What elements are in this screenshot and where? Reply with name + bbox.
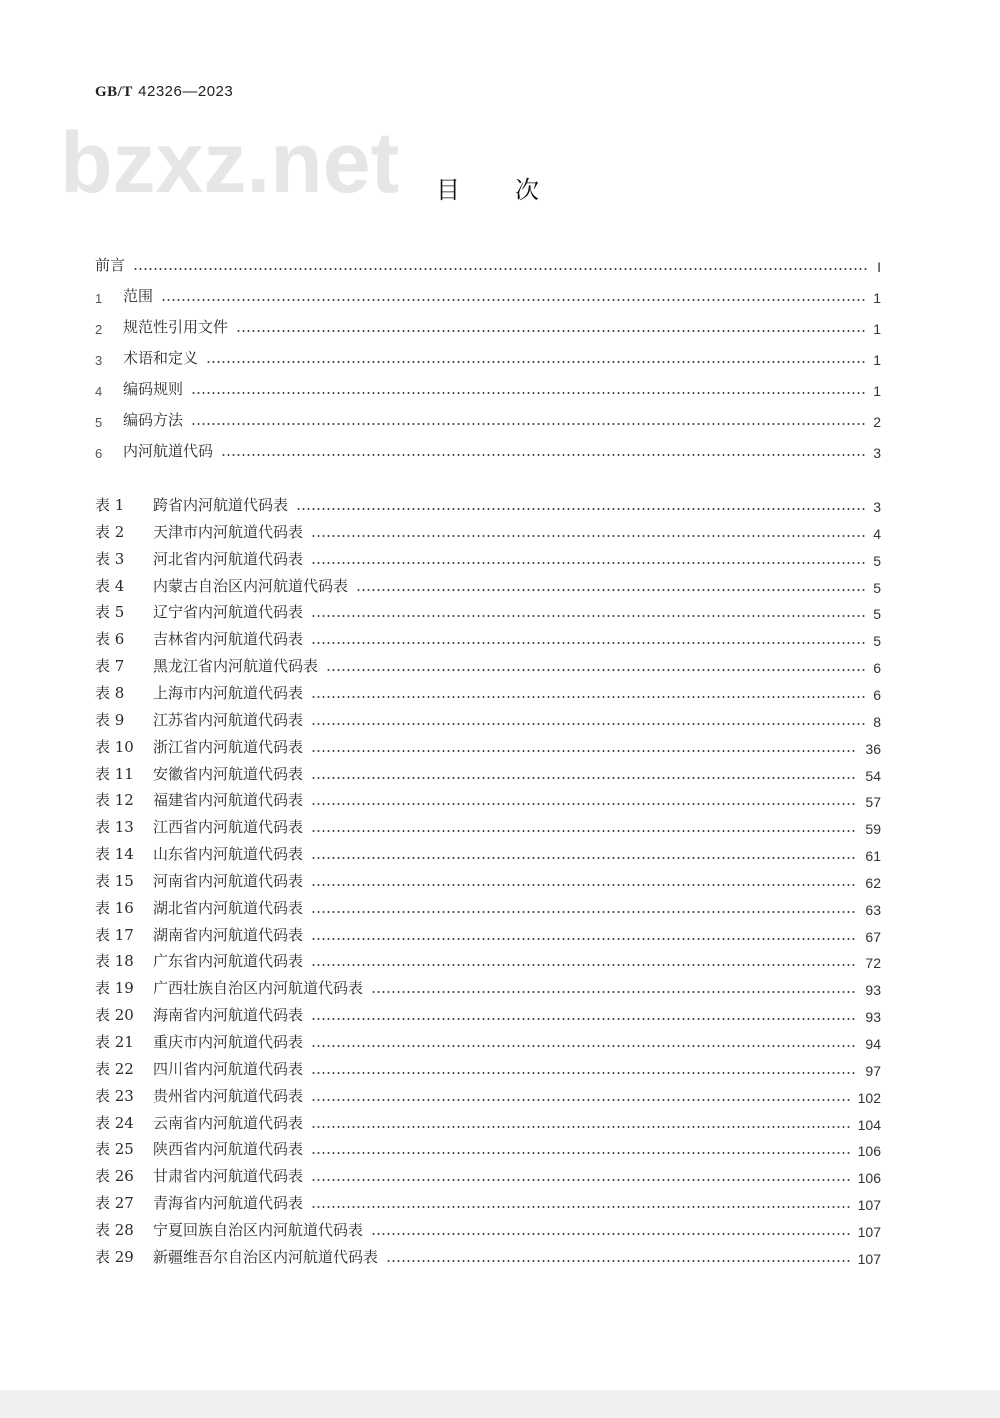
entry-page-number: 36: [865, 740, 881, 757]
page-title-char-2: 次: [515, 176, 539, 204]
entry-page-number: 8: [873, 713, 881, 730]
entry-number: 表 22: [95, 1059, 134, 1078]
dot-leader: [311, 1152, 850, 1154]
dot-leader: [371, 991, 857, 993]
dot-leader: [311, 938, 857, 940]
toc-section-entry[interactable]: [95, 441, 881, 461]
dot-leader: [311, 911, 857, 913]
entry-number: 表 26: [95, 1167, 134, 1186]
entry-page-number: 61: [865, 848, 881, 865]
entry-page-number: 1: [873, 290, 881, 306]
entry-page-number: 1: [873, 321, 881, 337]
entry-title: 江西省内河航道代码表: [153, 818, 304, 837]
dot-leader: [371, 1233, 850, 1235]
entry-page-number: 5: [873, 579, 881, 596]
page-title-char-1: 目: [436, 176, 460, 204]
entry-page-number: 62: [865, 874, 881, 891]
entry-title: 河南省内河航道代码表: [153, 871, 304, 890]
entry-number: 表 8: [95, 683, 125, 702]
entry-title: 天津市内河航道代码表: [153, 522, 304, 541]
standard-number-header: [95, 82, 233, 101]
entry-title: 安徽省内河航道代码表: [153, 764, 304, 783]
entry-page-number: 59: [865, 821, 881, 838]
entry-title: 黑龙江省内河航道代码表: [153, 657, 319, 676]
dot-leader: [311, 562, 865, 564]
entry-title: 湖北省内河航道代码表: [153, 898, 304, 917]
toc-table-entry[interactable]: [95, 495, 881, 515]
entry-title: 术语和定义: [123, 349, 199, 367]
dot-leader: [311, 1099, 850, 1101]
dot-leader: [311, 964, 857, 966]
entry-number: 表 11: [95, 764, 134, 783]
entry-number: 表 23: [95, 1086, 134, 1105]
toc-table-entry[interactable]: [95, 1059, 881, 1079]
entry-title: 贵州省内河航道代码表: [153, 1086, 304, 1105]
standard-prefix: GB/T: [95, 84, 133, 100]
toc-table-entry[interactable]: [95, 871, 881, 891]
entry-title: 浙江省内河航道代码表: [153, 737, 304, 756]
dot-leader: [161, 299, 865, 301]
toc-table-entry[interactable]: [95, 1032, 881, 1052]
entry-number: 表 2: [95, 522, 125, 541]
dot-leader: [311, 1126, 850, 1128]
entry-title: 编码规则: [123, 380, 184, 398]
entry-number: 表 7: [95, 657, 125, 676]
entry-page-number: 5: [873, 633, 881, 650]
entry-number: 1: [95, 291, 103, 306]
entry-page-number: 93: [865, 1009, 881, 1026]
toc-section-entry[interactable]: [95, 317, 881, 337]
entry-title: 跨省内河航道代码表: [153, 496, 289, 514]
dot-leader: [133, 268, 869, 270]
entry-number: 表 18: [95, 952, 134, 971]
dot-leader: [311, 750, 857, 752]
dot-leader: [311, 615, 865, 617]
entry-title: 福建省内河航道代码表: [153, 791, 304, 810]
toc-table-entry[interactable]: [95, 925, 881, 945]
entry-number: 表 28: [95, 1220, 134, 1239]
entry-title: 陕西省内河航道代码表: [153, 1140, 304, 1159]
dot-leader: [311, 830, 857, 832]
entry-number: 表 21: [95, 1033, 134, 1051]
toc-section-entry[interactable]: [95, 348, 881, 368]
dot-leader: [386, 1260, 850, 1262]
entry-number: 表 4: [95, 576, 125, 595]
entry-title: 重庆市内河航道代码表: [153, 1033, 304, 1051]
dot-leader: [311, 1179, 850, 1181]
toc-table-entry[interactable]: [95, 549, 881, 569]
dot-leader: [296, 508, 865, 510]
toc-table-entry[interactable]: [95, 710, 881, 730]
dot-leader: [311, 884, 857, 886]
toc-table-entry[interactable]: [95, 656, 881, 676]
entry-title: 云南省内河航道代码表: [153, 1113, 304, 1132]
entry-number: 表 27: [95, 1194, 134, 1213]
entry-page-number: 6: [873, 686, 881, 703]
entry-page-number: 57: [865, 794, 881, 811]
dot-leader: [206, 361, 865, 363]
toc-table-entry[interactable]: [95, 629, 881, 649]
entry-page-number: 93: [865, 982, 881, 999]
entry-number: 表 6: [95, 630, 125, 649]
entry-title: 吉林省内河航道代码表: [153, 630, 304, 649]
toc-table-entry[interactable]: [95, 1247, 881, 1267]
viewer-bottom-edge: [0, 1390, 1000, 1418]
toc-section-entry[interactable]: [95, 379, 881, 399]
entry-page-number: I: [877, 259, 881, 275]
entry-number: 6: [95, 446, 103, 461]
entry-title: 甘肃省内河航道代码表: [153, 1167, 304, 1186]
dot-leader: [311, 1072, 857, 1074]
page-title: [0, 170, 1000, 204]
entry-title: 四川省内河航道代码表: [153, 1059, 304, 1078]
entry-title: 上海市内河航道代码表: [153, 683, 304, 702]
entry-number: 2: [95, 322, 103, 337]
entry-title: 辽宁省内河航道代码表: [153, 603, 304, 622]
entry-page-number: 72: [865, 955, 881, 972]
entry-number: 表 25: [95, 1140, 134, 1159]
entry-page-number: 102: [857, 1089, 881, 1106]
dot-leader: [221, 454, 865, 456]
entry-page-number: 107: [857, 1250, 881, 1267]
entry-page-number: 5: [873, 606, 881, 623]
entry-page-number: 107: [857, 1197, 881, 1214]
toc-table-entry[interactable]: [95, 1005, 881, 1025]
toc-table-entry[interactable]: [95, 602, 881, 622]
toc-table-entry[interactable]: [95, 1086, 881, 1106]
entry-number: 表 29: [95, 1247, 134, 1266]
entry-title: 新疆维吾尔自治区内河航道代码表: [153, 1247, 379, 1266]
entry-page-number: 63: [865, 901, 881, 918]
entry-number: 表 24: [95, 1113, 134, 1132]
dot-leader: [326, 669, 865, 671]
entry-number: 表 15: [95, 871, 134, 890]
toc-table-entry[interactable]: [95, 1220, 881, 1240]
entry-number: 表 14: [95, 845, 134, 864]
entry-number: 表 1: [95, 496, 125, 514]
entry-page-number: 2: [873, 414, 881, 430]
entry-page-number: 6: [873, 660, 881, 677]
dot-leader: [191, 392, 865, 394]
toc-section-entry[interactable]: [95, 286, 881, 306]
toc-section-entry[interactable]: [95, 255, 881, 275]
entry-number: 表 20: [95, 1006, 134, 1025]
entry-title: 广西壮族自治区内河航道代码表: [153, 979, 364, 998]
standard-number: 42326—2023: [138, 83, 234, 100]
toc-table-entry[interactable]: [95, 1166, 881, 1186]
entry-page-number: 106: [857, 1170, 881, 1187]
dot-leader: [311, 1045, 857, 1047]
entry-page-number: 3: [873, 499, 881, 515]
toc-table-entry[interactable]: [95, 951, 881, 971]
entry-title: 河北省内河航道代码表: [153, 549, 304, 568]
entry-title: 范围: [123, 287, 154, 305]
toc-table-entry[interactable]: [95, 978, 881, 998]
dot-leader: [311, 642, 865, 644]
dot-leader: [311, 723, 865, 725]
dot-leader: [191, 423, 865, 425]
toc-table-entry[interactable]: [95, 764, 881, 784]
toc-table-entry[interactable]: [95, 898, 881, 918]
entry-title: 青海省内河航道代码表: [153, 1194, 304, 1213]
toc-table-entry[interactable]: [95, 576, 881, 596]
entry-title: 前言: [95, 256, 126, 274]
toc-table-entry[interactable]: [95, 1113, 881, 1133]
entry-title: 山东省内河航道代码表: [153, 845, 304, 864]
entry-number: 表 17: [95, 925, 134, 944]
toc-table-entry[interactable]: [95, 1193, 881, 1213]
toc-table-entry[interactable]: [95, 522, 881, 542]
toc-table-entry[interactable]: [95, 737, 881, 757]
entry-title: 内蒙古自治区内河航道代码表: [153, 576, 349, 595]
entry-title: 规范性引用文件: [123, 318, 229, 336]
entry-page-number: 97: [865, 1062, 881, 1079]
dot-leader: [236, 330, 865, 332]
toc-table-entry[interactable]: [95, 817, 881, 837]
toc-table-entry[interactable]: [95, 1139, 881, 1159]
entry-number: 表 19: [95, 979, 134, 998]
entry-title: 内河航道代码: [123, 442, 214, 460]
toc-table-entry[interactable]: [95, 683, 881, 703]
entry-page-number: 107: [857, 1223, 881, 1240]
entry-number: 表 10: [95, 737, 134, 756]
watermark: bzxz.net: [60, 115, 400, 211]
dot-leader: [311, 803, 857, 805]
entry-number: 表 5: [95, 603, 125, 622]
entry-number: 表 13: [95, 818, 134, 837]
toc-table-entry[interactable]: [95, 844, 881, 864]
entry-title: 编码方法: [123, 411, 184, 429]
entry-number: 表 12: [95, 791, 134, 810]
dot-leader: [311, 777, 857, 779]
dot-leader: [311, 1206, 850, 1208]
entry-page-number: 5: [873, 552, 881, 569]
dot-leader: [311, 535, 865, 537]
entry-number: 表 16: [95, 898, 134, 917]
entry-number: 5: [95, 415, 103, 430]
entry-page-number: 54: [865, 767, 881, 784]
entry-page-number: 106: [857, 1143, 881, 1160]
dot-leader: [311, 1018, 857, 1020]
entry-number: 3: [95, 353, 103, 368]
entry-number: 4: [95, 384, 103, 399]
entry-number: 表 9: [95, 710, 125, 729]
dot-leader: [311, 857, 857, 859]
dot-leader: [356, 589, 865, 591]
toc-table-entry[interactable]: [95, 790, 881, 810]
entry-page-number: 1: [873, 383, 881, 399]
entry-title: 广东省内河航道代码表: [153, 952, 304, 971]
entry-title: 宁夏回族自治区内河航道代码表: [153, 1220, 364, 1239]
entry-title: 湖南省内河航道代码表: [153, 925, 304, 944]
entry-title: 江苏省内河航道代码表: [153, 710, 304, 729]
entry-title: 海南省内河航道代码表: [153, 1006, 304, 1025]
entry-number: 表 3: [95, 549, 125, 568]
entry-page-number: 1: [873, 352, 881, 368]
entry-page-number: 4: [873, 525, 881, 542]
toc-section-entry[interactable]: [95, 410, 881, 430]
dot-leader: [311, 696, 865, 698]
entry-page-number: 3: [873, 445, 881, 461]
entry-page-number: 94: [865, 1036, 881, 1052]
entry-page-number: 67: [865, 928, 881, 945]
entry-page-number: 104: [857, 1116, 881, 1133]
